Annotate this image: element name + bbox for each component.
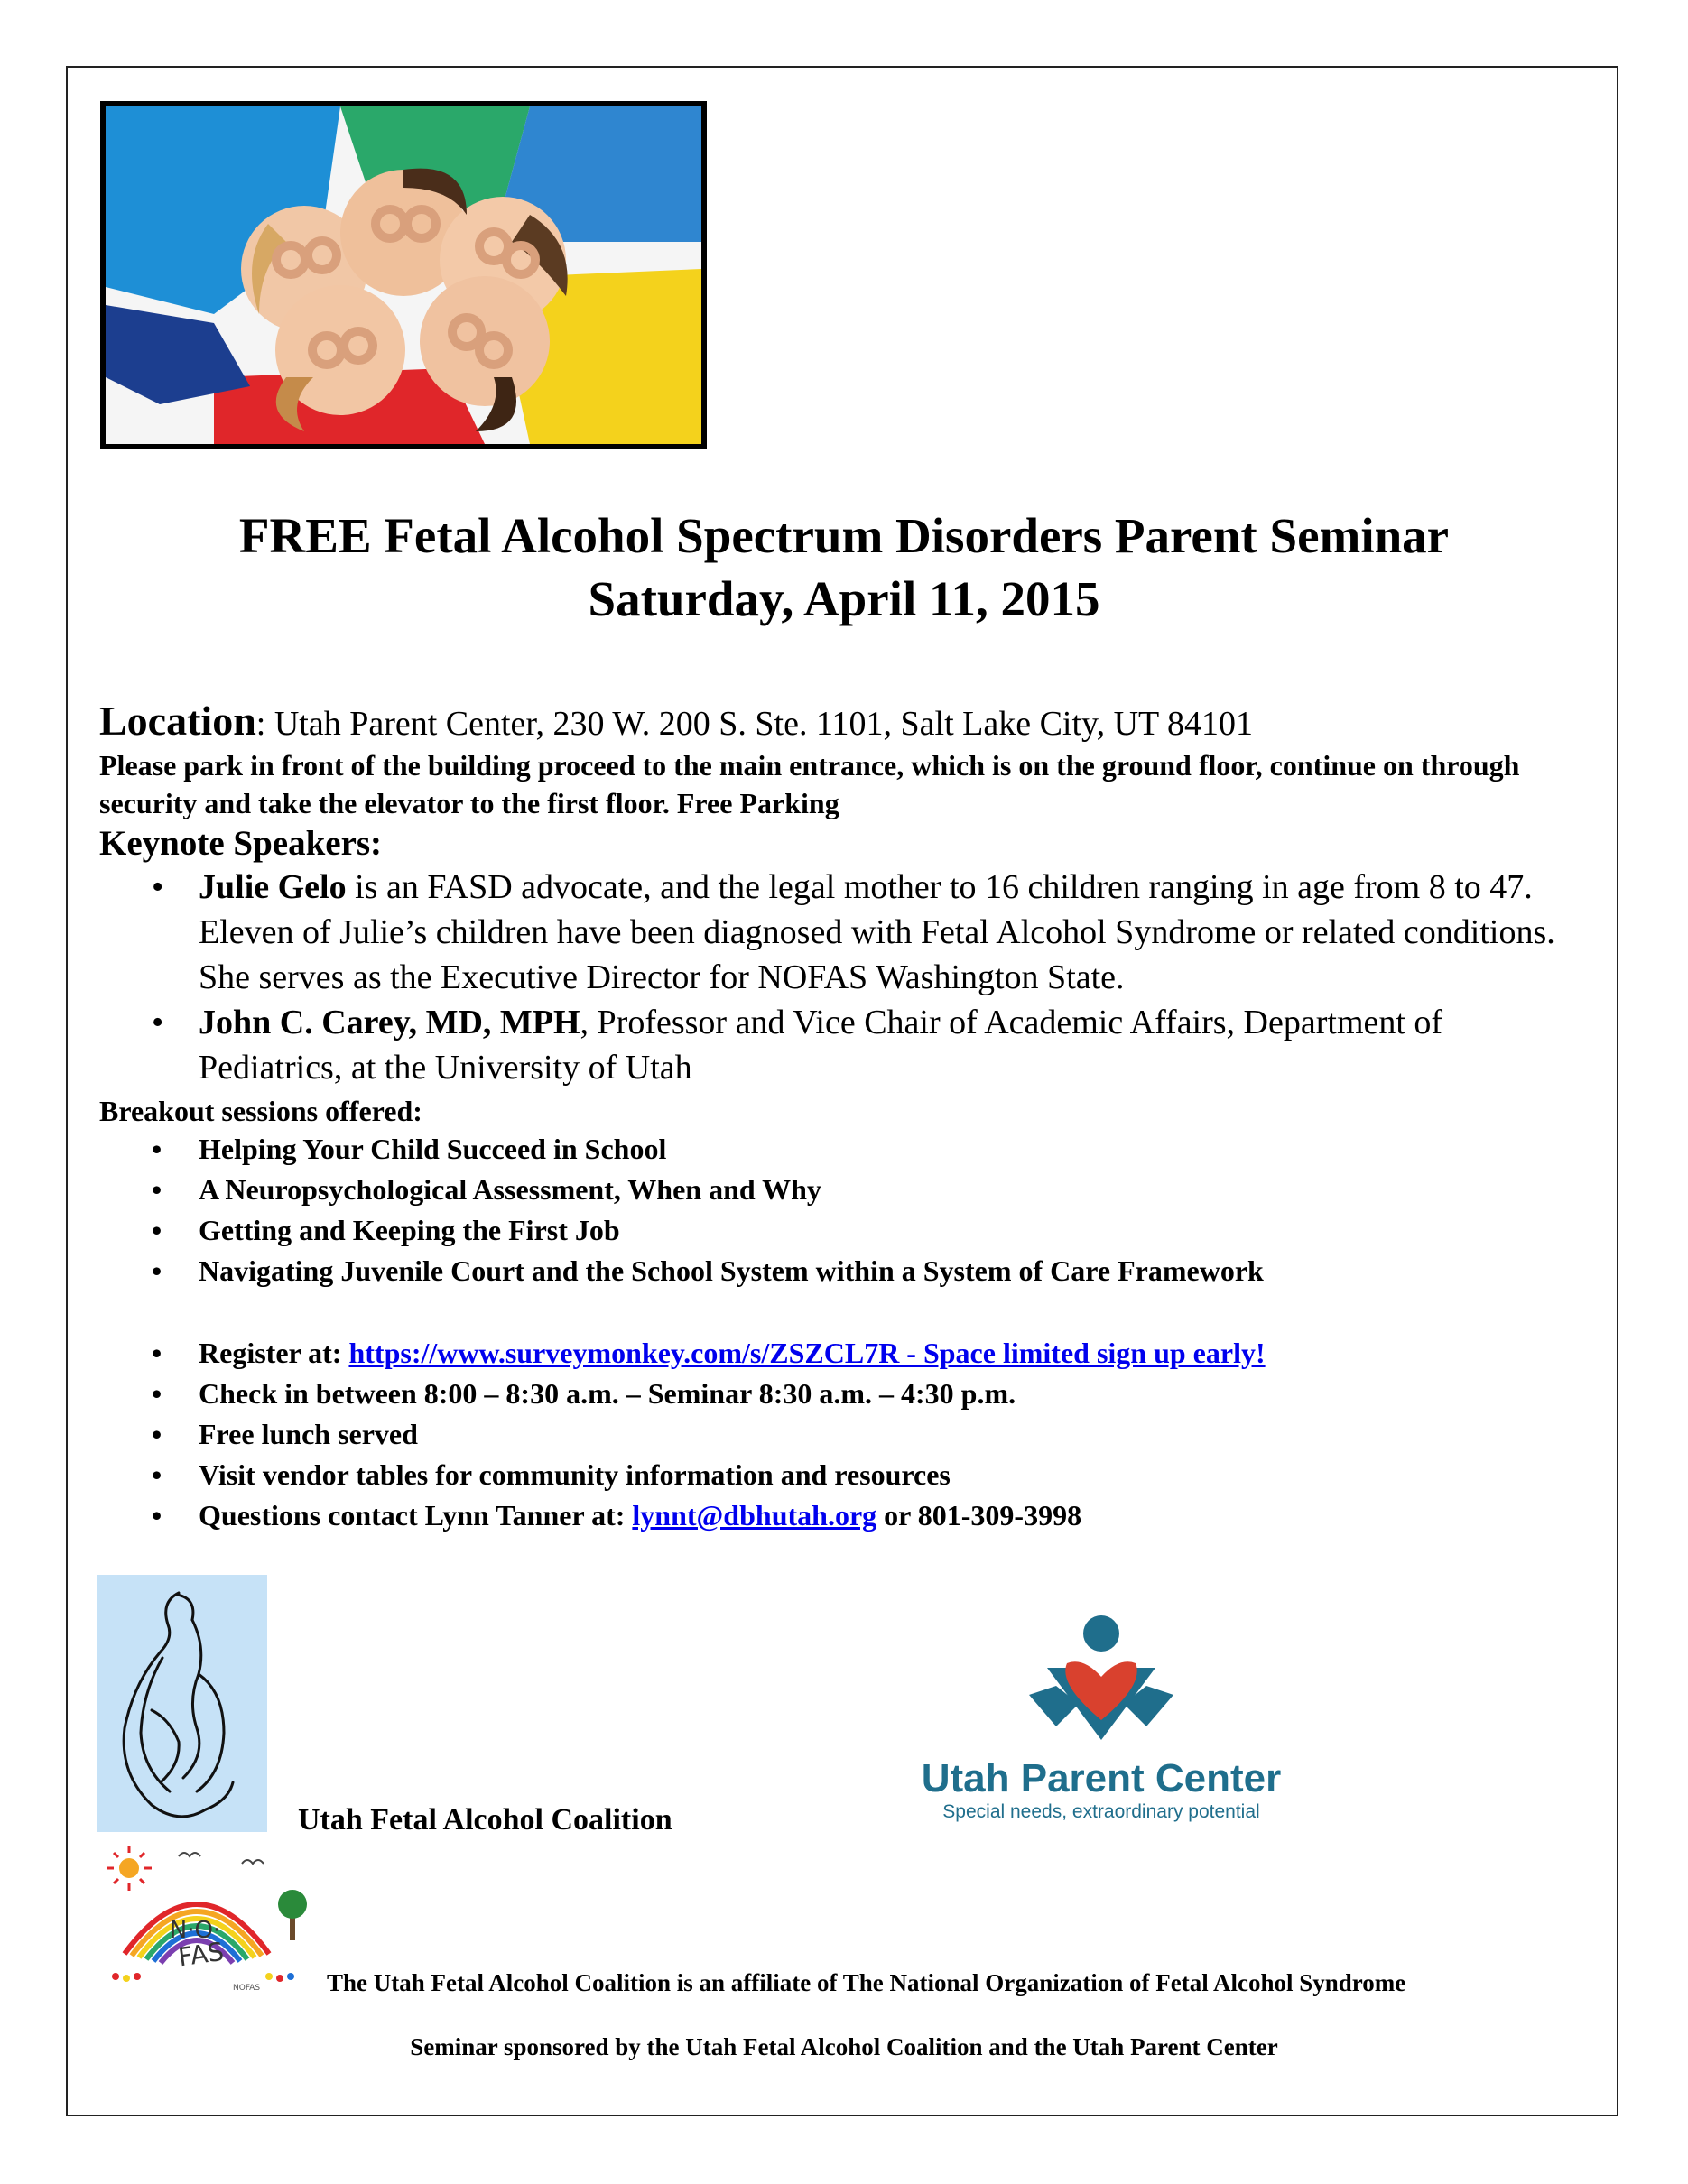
sun-icon [107,1846,152,1891]
breakout-heading: Breakout sessions offered: [99,1095,422,1127]
list-item [152,1251,1614,1291]
speaker-item [152,1000,1593,1090]
nofas-logo-line1: N·O· [169,1917,221,1944]
list-item [152,1210,1614,1251]
bullet-icon: • [152,1004,164,1041]
speaker-name: John C. Carey, MD, MPH [199,1004,580,1041]
contact-phone: or 801-309-3998 [876,1499,1082,1532]
speaker-item [152,865,1593,1000]
upc-logo-graphic [912,1614,1291,1823]
location-label: Location [99,698,256,744]
bullet-icon: • [152,1133,162,1165]
bullet-icon: • [152,1173,162,1206]
session-title: Helping Your Child Succeed in School [199,1133,667,1165]
event-details-list [152,1333,1614,1536]
speaker-description: is an FASD advocate, and the legal mother to 16 children ranging in age from 8 to 47. Eleven of Julie’s children have been diagnosed with Fetal Alcohol Syndrome or related conditions. She serves as the Executive Director for NOFAS Washington State. [199,868,1555,996]
checkin-times: Check in between 8:00 – 8:30 a.m. – Seminar 8:30 a.m. – 4:30 p.m. [199,1377,1016,1410]
bullet-icon: • [152,1254,162,1287]
contact-email-link[interactable]: lynnt@dbhutah.org [632,1499,877,1532]
session-title: Getting and Keeping the First Job [199,1214,620,1246]
upc-logo-name: Utah Parent Center [921,1756,1282,1800]
nofas-logo [97,1837,319,1999]
list-item [152,1129,1614,1170]
speaker-description: , Professor and Vice Chair of Academic Affairs, Department of Pediatrics, at the University of Utah [199,1004,1443,1087]
sponsor-statement: Seminar sponsored by the Utah Fetal Alcohol Coalition and the Utah Parent Center [410,2033,1278,2060]
lunch-note: Free lunch served [199,1418,418,1450]
list-item [152,1414,1614,1455]
tree-icon [278,1890,307,1940]
upc-logo [912,1614,1291,1823]
bullet-icon: • [152,1458,162,1491]
location-address: Utah Parent Center, 230 W. 200 S. Ste. 1101, Salt Lake City, UT 84101 [274,705,1254,743]
seminar-title: FREE Fetal Alcohol Spectrum Disorders Parent Seminar [238,508,1450,563]
bullet-icon: • [152,1337,162,1369]
bullet-icon: • [152,1214,162,1246]
keynote-heading: Keynote Speakers: [99,824,383,863]
nofas-logo-line2: FAS [176,1936,226,1973]
list-item [152,1495,1614,1536]
list-item [152,1455,1614,1495]
list-item [152,1170,1614,1210]
list-item [152,1374,1614,1414]
seminar-date: Saturday, April 11, 2015 [588,571,1100,626]
flowers-icon [112,1973,294,1982]
nofas-logo-small-text: NOFAS [233,1984,261,1993]
speaker-name: Julie Gelo [199,868,347,906]
questions-label: Questions contact Lynn Tanner at: [199,1499,633,1532]
register-label: Register at: [199,1337,349,1369]
register-link[interactable]: https://www.surveymonkey.com/s/ZSZCL7R - Space limited sign up early! [348,1337,1266,1369]
location-line: Location: Utah Parent Center, 230 W. 200 S. Ste. 1101, Salt Lake City, UT 84101 [99,698,1254,744]
bullet-icon: • [152,1377,162,1410]
affiliate-statement: The Utah Fetal Alcohol Coalition is an affiliate of The National Organization of Fetal Alcohol Syndrome [327,1969,1406,1996]
coalition-name: Utah Fetal Alcohol Coalition [298,1803,672,1837]
list-item [152,1333,1614,1374]
session-title: Navigating Juvenile Court and the School System within a System of Care Framework [199,1254,1264,1287]
breakout-session-list [152,1129,1614,1291]
children-circle-illustration [106,106,701,444]
mother-silhouette-icon [97,1575,267,1832]
bullet-icon: • [152,868,164,906]
bullet-icon: • [152,1418,162,1450]
birds-icon [179,1853,264,1864]
header-photo [100,101,707,449]
parking-note: Please park in front of the building proceed to the main entrance, which is on the ground floor, continue on through security and take the elevator to the first floor. Free Parking [99,749,1520,819]
ufac-logo [97,1575,267,1832]
bullet-icon: • [152,1499,162,1532]
session-title: A Neuropsychological Assessment, When and Why [199,1173,821,1206]
nofas-rainbow-graphic [97,1837,319,1999]
vendor-note: Visit vendor tables for community information and resources [199,1458,951,1491]
upc-logo-tagline: Special needs, extraordinary potential [942,1801,1260,1822]
